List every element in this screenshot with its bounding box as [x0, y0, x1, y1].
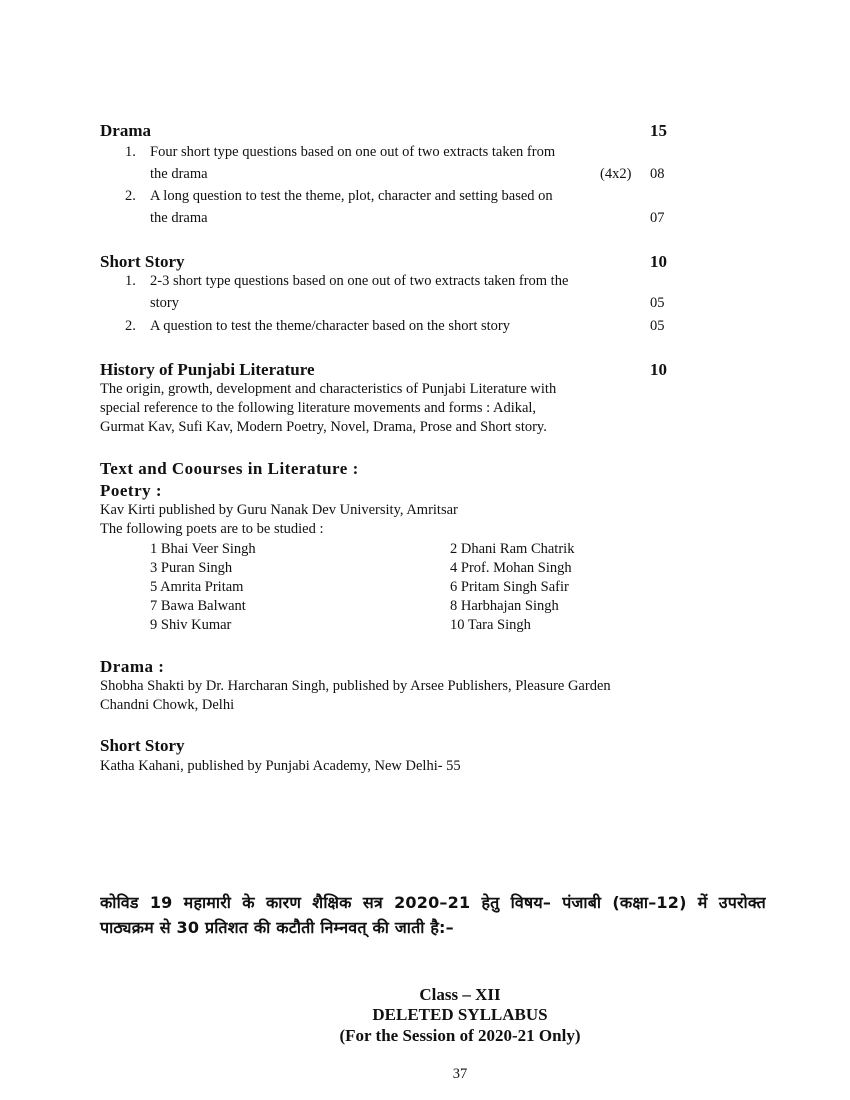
poet-list-item: 1 Bhai Veer Singh [150, 541, 256, 557]
poet-list-item: 10 Tara Singh [450, 617, 531, 633]
drama-item-2-text: A long question to test the theme, plot, character and setting based on [150, 188, 553, 204]
poet-list-item: 3 Puran Singh [150, 560, 233, 576]
drama-item-2-number: 2. [125, 188, 136, 204]
poet-list-item: 5 Amrita Pritam [150, 579, 244, 595]
drama-marks: 15 [650, 121, 667, 140]
short-story-item-1-text: 2-3 short type questions based on one out of two extracts taken from the [150, 273, 569, 289]
poetry-heading: Poetry : [100, 481, 163, 500]
poet-list-item: 8 Harbhajan Singh [450, 598, 559, 614]
poet-list-item: 4 Prof. Mohan Singh [450, 560, 572, 576]
session-label: (For the Session of 2020-21 Only) [339, 1026, 581, 1045]
hindi-notice-line-1: कोविड 19 महामारी के कारण शैक्षिक सत्र 2020–21 हेतु विषय– पंजाबी (कक्षा–12) में उपरोक्त [100, 893, 766, 912]
short-story-item-1-text-cont: story [150, 295, 179, 311]
poetry-book-line: Kav Kirti published by Guru Nanak Dev University, Amritsar [100, 502, 458, 518]
short-story-text-line: Katha Kahani, published by Punjabi Academy, New Delhi- 55 [100, 758, 461, 774]
drama-item-1-number: 1. [125, 144, 136, 160]
short-story-heading: Short Story [100, 252, 185, 271]
history-line-2: special reference to the following literature movements and forms : Adikal, [100, 400, 537, 416]
drama-text-heading: Drama : [100, 657, 165, 676]
history-line-3: Gurmat Kav, Sufi Kav, Modern Poetry, Novel, Drama, Prose and Short story. [100, 419, 547, 435]
poet-list-item: 6 Pritam Singh Safir [450, 579, 569, 595]
drama-heading: Drama [100, 121, 151, 140]
short-story-item-2-marks: 05 [650, 318, 665, 334]
poet-list-item: 9 Shiv Kumar [150, 617, 232, 633]
drama-text-line-2: Chandni Chowk, Delhi [100, 697, 235, 713]
texts-heading: Text and Coourses in Literature : [100, 459, 359, 478]
drama-item-1-text-cont: the drama [150, 166, 208, 182]
class-label: Class – XII [419, 985, 501, 1004]
short-story-item-1-number: 1. [125, 273, 136, 289]
drama-item-1-marks: 08 [650, 166, 665, 182]
poet-list-item: 2 Dhani Ram Chatrik [450, 541, 575, 557]
page-number: 37 [452, 1066, 468, 1082]
drama-item-1-split: (4x2) [600, 166, 632, 182]
short-story-item-2-number: 2. [125, 318, 136, 334]
hindi-notice-line-2: पाठ्यक्रम से 30 प्रतिशत की कटौती निम्नवत् की जाती है:– [100, 918, 454, 937]
short-story-item-2-text: A question to test the theme/character based on the short story [150, 318, 510, 334]
drama-item-2-text-cont: the drama [150, 210, 208, 226]
poet-list-item: 7 Bawa Balwant [150, 598, 246, 614]
poets-intro-line: The following poets are to be studied : [100, 521, 324, 537]
history-line-1: The origin, growth, development and characteristics of Punjabi Literature with [100, 381, 557, 397]
drama-text-line-1: Shobha Shakti by Dr. Harcharan Singh, published by Arsee Publishers, Pleasure Garden [100, 678, 611, 694]
short-story-text-heading: Short Story [100, 736, 185, 755]
deleted-syllabus-title: DELETED SYLLABUS [372, 1005, 548, 1024]
drama-item-1-text: Four short type questions based on one out of two extracts taken from [150, 144, 556, 160]
short-story-item-1-marks: 05 [650, 295, 665, 311]
drama-item-2-marks: 07 [650, 210, 665, 226]
history-heading: History of Punjabi Literature [100, 360, 315, 379]
short-story-marks: 10 [650, 252, 667, 271]
history-marks: 10 [650, 360, 667, 379]
